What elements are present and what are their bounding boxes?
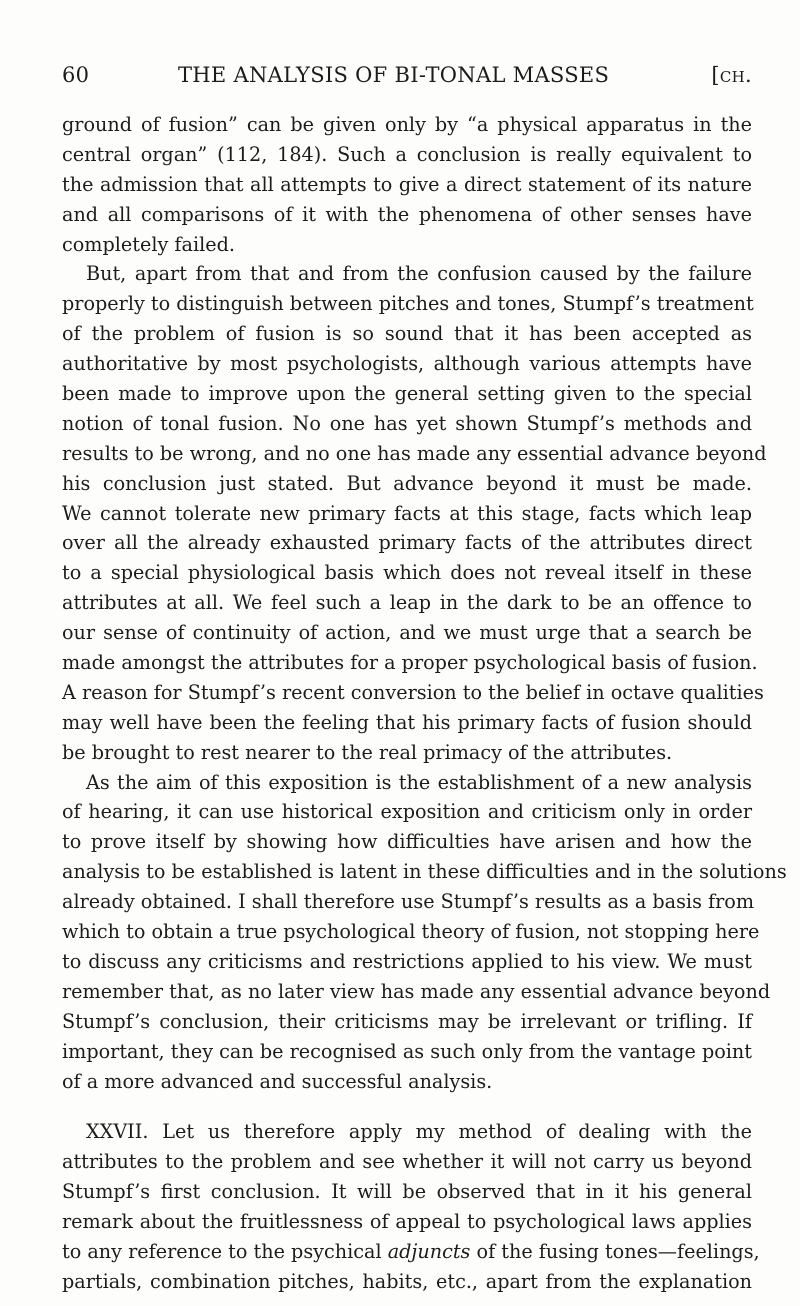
text-line: of hearing, it can use historical exposition and criticism only in order	[62, 800, 752, 824]
text-line: to a special physiological basis which does not reveal itself in these	[62, 561, 752, 585]
text-line: to prove itself by showing how difficulties have arisen and how the	[62, 830, 752, 854]
text-line: of the problem of fusion is so sound that it has been accepted as	[62, 322, 752, 346]
text-line: and all comparisons of it with the phenomena of other senses have	[62, 202, 752, 226]
running-title: THE ANALYSIS OF BI-TONAL MASSES	[178, 63, 610, 87]
line-segment: to any reference to the psychical	[62, 1239, 382, 1263]
text-line: properly to distinguish between pitches and tones, Stumpf’s treatment	[62, 292, 754, 316]
text-line: We cannot tolerate new primary facts at this stage, facts which leap	[62, 501, 752, 525]
text-line: authoritative by most psychologists, although various attempts have	[62, 352, 752, 376]
chapter-mark	[711, 58, 752, 92]
text-line: his conclusion just stated. But advance beyond it must be made.	[62, 471, 752, 495]
text-line: over all the already exhausted primary facts of the attributes direct	[62, 531, 752, 555]
italic-term: adjuncts	[387, 1239, 471, 1263]
line-segment: of the fusing tones—feelings,	[476, 1239, 760, 1263]
text-line: Stumpf’s conclusion, their criticisms may be irrelevant or trifling. If	[62, 1009, 752, 1033]
text-line: As the aim of this exposition is the establishment of a new analysis	[86, 770, 752, 794]
text-line: remember that, as no later view has made any essential advance beyond	[62, 979, 771, 1003]
text-line: partials, combination pitches, habits, etc., apart from the explanation	[62, 1269, 752, 1293]
text-line: remark about the fruitlessness of appeal to psychological laws applies	[62, 1210, 752, 1234]
text-line: results to be wrong, and no one has made any essential advance beyond	[62, 441, 767, 465]
body-text	[62, 110, 787, 1297]
text-line: analysis to be established is latent in these difficulties and in the solutions	[62, 860, 787, 884]
text-line: made amongst the attributes for a proper psychological basis of fusion.	[62, 651, 758, 675]
text-line: which to obtain a true psychological theory of fusion, not stopping here	[62, 920, 760, 944]
text-line: ground of fusion” can be given only by “a physical apparatus in the	[62, 113, 752, 136]
section-gap	[62, 1096, 752, 1117]
text-line: But, apart from that and from the confusion caused by the failure	[86, 262, 752, 286]
running-head	[62, 58, 752, 92]
text-line: notion of tonal fusion. No one has yet shown Stumpf’s methods and	[62, 411, 752, 435]
text-line	[62, 1237, 760, 1267]
text-line: already obtained. I shall therefore use Stumpf’s results as a basis from	[62, 890, 755, 914]
text-line: central organ” (112, 184). Such a conclusion is really equivalent to	[62, 142, 752, 166]
text-line: be brought to rest nearer to the real primacy of the attributes.	[62, 740, 673, 764]
text-line: of a more advanced and successful analysis.	[62, 1069, 493, 1093]
chapter-bracket: [	[711, 63, 720, 87]
text-line: our sense of continuity of action, and we must urge that a search be	[62, 621, 752, 645]
text-line: to discuss any criticisms and restrictions applied to his view. We must	[62, 949, 752, 973]
text-line: important, they can be recognised as such only from the vantage point	[62, 1039, 752, 1063]
text-line: Stumpf’s first conclusion. It will be observed that in it his general	[62, 1180, 752, 1204]
section-heading-line: XXVII. Let us therefore apply my method of dealing with the	[86, 1120, 752, 1144]
text-line: A reason for Stumpf’s recent conversion to the belief in octave qualities	[62, 680, 764, 704]
text-line: attributes to the problem and see whether it will not carry us beyond	[62, 1150, 752, 1174]
text-line: may well have been the feeling that his primary facts of fusion should	[62, 710, 752, 734]
text-line: attributes at all. We feel such a leap in the dark to be an offence to	[62, 591, 752, 615]
text-line: been made to improve upon the general setting given to the special	[62, 382, 752, 406]
text-line: the admission that all attempts to give a direct statement of its nature	[62, 172, 752, 196]
text-line: completely failed.	[62, 232, 235, 256]
page-number: 60	[62, 63, 90, 87]
chapter-abbrev: ch.	[719, 63, 752, 87]
